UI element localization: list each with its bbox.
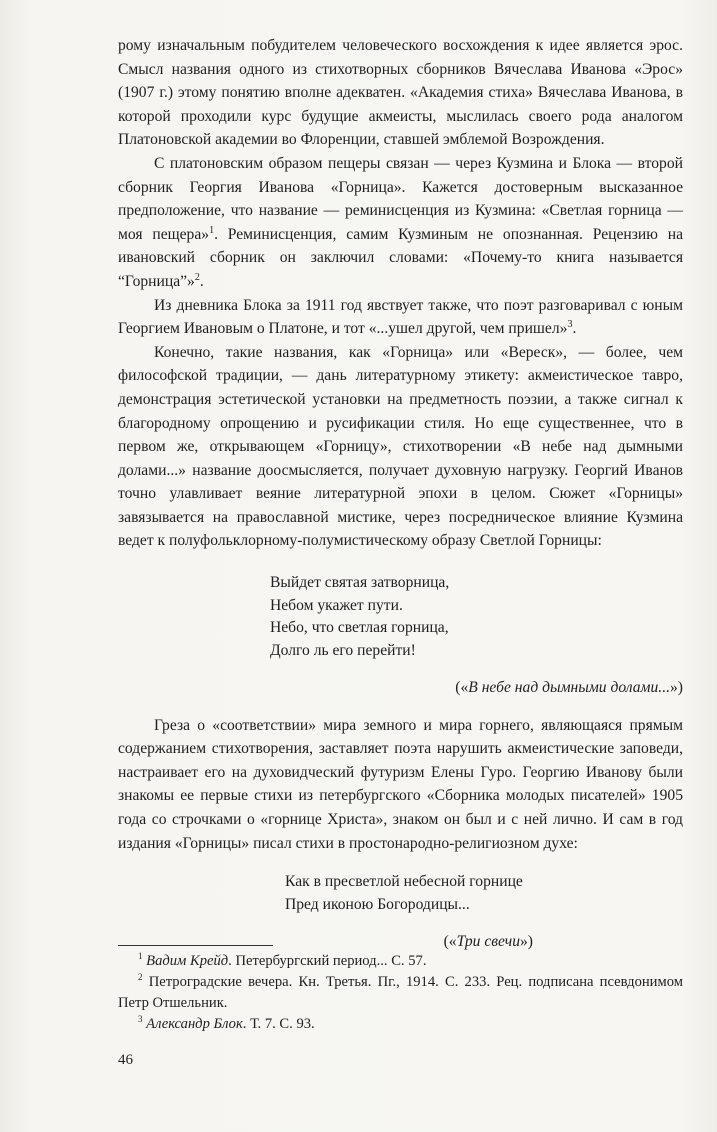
poem-1-source-open: (« xyxy=(455,679,469,697)
poem-1-source xyxy=(118,676,683,700)
footnote-text: Петроградские вечера. Кн. Третья. Пг., 1914. С. 233. Рец. подписана псевдонимом Петр Отшельник. xyxy=(118,974,683,1011)
paragraph-3-text-end: . xyxy=(572,320,577,338)
footnotes xyxy=(118,951,683,1035)
footnote-text: . Петербургский период... С. 57. xyxy=(228,953,427,969)
poem-2-source-open: (« xyxy=(443,933,457,951)
paragraph-3 xyxy=(118,294,683,341)
footnote-author: Вадим Крейд xyxy=(146,953,229,969)
footnote-author: Александр Блок xyxy=(146,1016,243,1032)
footnote-number: 3 xyxy=(138,1014,143,1025)
footnote-number: 1 xyxy=(138,951,143,962)
main-text xyxy=(118,34,683,968)
poem-2-source-title: Три свечи xyxy=(456,933,520,951)
paragraph-2 xyxy=(118,152,683,294)
paragraph-2-text-a: С платоновским образом пещеры связан — через Кузмина и Блока — второй сборник Георгия Иванова «Горница». Кажется достоверным высказанное предположение, что название — реминисценция из Кузмина: «Светлая горница — моя пещера» xyxy=(118,154,683,243)
poem-1-source-close: ») xyxy=(670,679,683,697)
page-number: 46 xyxy=(118,1052,133,1068)
footnote-ref-1: 1 xyxy=(209,224,215,236)
poem-line: Пред иконою Богородицы... xyxy=(285,895,470,913)
poem-line: Небом укажет пути. xyxy=(270,596,403,614)
paragraph-1: рому изначальным побудителем человеческого восхождения к идее является эрос. Смысл названия одного из стихотворных сборников Вячеслава Иванова «Эрос» (1907 г.) этому понятию вполне адекватен. «Академия стиха» Вячеслава Иванова, в которой проходили курс будущие акмеисты, мыслилась своего рода аналогом Платоновской академии во Флоренции, ставшей эмблемой Возрождения. xyxy=(118,37,683,149)
footnote-ref-2: 2 xyxy=(194,271,200,283)
poem-line: Небо, что светлая горница, xyxy=(270,619,449,637)
poem-line: Долго ль его перейти! xyxy=(270,641,416,659)
poem-line: Как в пресветлой небесной горнице xyxy=(285,873,523,891)
poem-2-source-close: ») xyxy=(520,933,533,951)
poem-1-source-title: В небе над дымными долами... xyxy=(468,679,670,697)
footnote-3 xyxy=(118,1014,683,1035)
footnote-2 xyxy=(118,972,683,1014)
footnote-text: . Т. 7. С. 93. xyxy=(242,1016,315,1032)
footnote-ref-3: 3 xyxy=(567,318,573,330)
paragraph-2-text-b: . Реминисценция, самим Кузминым не опознанная. Рецензию на ивановский сборник он заключил словами: «Почему-то книга называется “Горница”» xyxy=(118,225,683,290)
footnote-divider xyxy=(118,945,273,946)
paragraph-2-text-end: . xyxy=(199,272,204,290)
footnote-number: 2 xyxy=(138,972,143,983)
paragraph-5: Греза о «соответствии» мира земного и мира горнего, являющаяся прямым содержанием стихотворения, заставляет поэта нарушить акмеистические заповеди, настраивает его на духовидческий футуризм Елены Гуро. Георгию Иванову были знакомы ее первые стихи из петербургского «Сборника молодых писателей» 1905 года со строчками о «горнице Христа», знаком он был и с ней лично. И сам в год издания «Горницы» писал стихи в простонародно-религиозном духе: xyxy=(118,716,683,852)
footnote-1 xyxy=(118,951,683,972)
paragraph-4: Конечно, такие названия, как «Горница» или «Вереск», — более, чем философской традиции, — дань литературному этикету: акмеистическое тавро, демонстрация эстетической установки на предметность поэзии, а также сигнал к благородному опрощению и русификации стиля. Но еще существеннее, что в первом же, открывающем «Горницу», стихотворении «В небе над дымными долами...» название доосмысляется, получает духовную нагрузку. Георгий Иванов точно улавливает веяние литературной эпохи в целом. Сюжет «Горницы» завязывается на православной мистике, через посредническое влияние Кузмина ведет к полуфольклорному-полумистическому образу Светлой Горницы: xyxy=(118,343,683,550)
paragraph-3-text: Из дневника Блока за 1911 год явствует также, что поэт разговаривал с юным Георгием Ивановым о Платоне, и тот «...ушел другой, чем пришел» xyxy=(118,296,683,338)
poem-quote-2 xyxy=(285,871,683,916)
poem-quote-1 xyxy=(270,572,683,662)
poem-line: Выйдет святая затворница, xyxy=(270,574,450,592)
